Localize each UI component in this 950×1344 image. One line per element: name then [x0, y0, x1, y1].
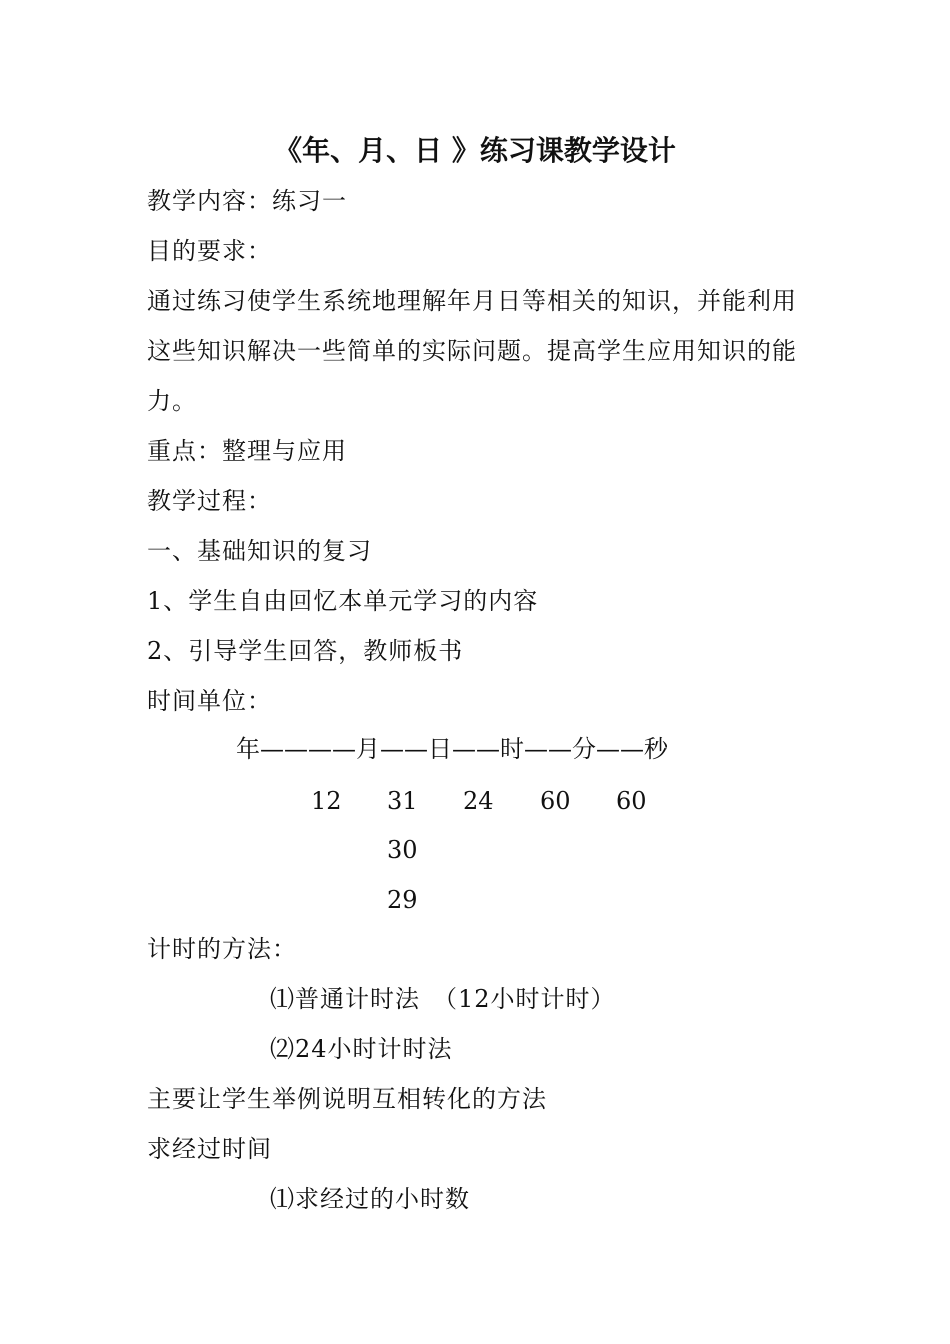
- num-year-month: 12: [311, 787, 342, 815]
- num-hour-min: 60: [540, 787, 571, 815]
- goal-label: 目的要求：: [147, 237, 272, 265]
- method-1: ⑴普通计时法 （12小时计时）: [270, 985, 616, 1013]
- step-1: 1、学生自由回忆本单元学习的内容: [147, 587, 539, 615]
- process-label: 教学过程：: [147, 487, 272, 515]
- unit-chain: 年————月——日——时——分——秒: [236, 735, 668, 763]
- num-min-sec: 60: [616, 787, 647, 815]
- goal-text-2: 这些知识解决一些简单的实际问题。提高学生应用知识的能: [147, 337, 797, 365]
- method-2: ⑵24小时计时法: [270, 1035, 453, 1063]
- goal-text-3: 力。: [147, 387, 197, 415]
- num-day-hour: 24: [463, 787, 494, 815]
- goal-text-1: 通过练习使学生系统地理解年月日等相关的知识，并能利用: [147, 287, 797, 315]
- method-label: 计时的方法：: [147, 935, 297, 963]
- teaching-content: 教学内容：练习一: [147, 187, 347, 215]
- document-title: 《年、月、日 》练习课教学设计: [274, 134, 676, 167]
- review-heading: 一、基础知识的复习: [147, 537, 372, 565]
- num-month-day: 31: [387, 787, 418, 815]
- unit-label: 时间单位：: [147, 687, 272, 715]
- key-point: 重点：整理与应用: [147, 437, 347, 465]
- elapsed-label: 求经过时间: [147, 1135, 272, 1163]
- num-month-day-alt-2: 29: [387, 886, 418, 914]
- step-2: 2、引导学生回答，教师板书: [147, 637, 464, 665]
- convert-text: 主要让学生举例说明互相转化的方法: [147, 1085, 547, 1113]
- num-month-day-alt-1: 30: [387, 836, 418, 864]
- elapsed-1: ⑴求经过的小时数: [270, 1185, 470, 1213]
